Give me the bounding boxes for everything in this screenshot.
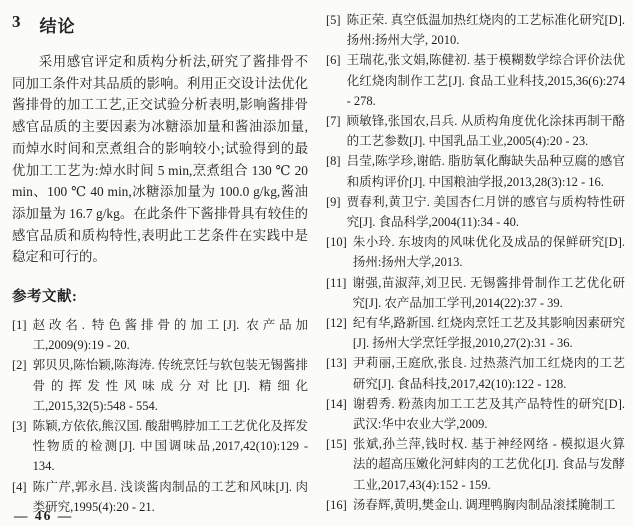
- reference-item: [326, 434, 625, 495]
- reference-text: 陈正荣. 真空低温加热红烧肉的工艺标准化研究[D]. 扬州:扬州大学, 2010.: [346, 13, 625, 48]
- section-title: 结论: [39, 17, 76, 36]
- reference-item: [326, 313, 625, 353]
- reference-label: [5]: [326, 13, 341, 27]
- reference-item: [326, 273, 625, 313]
- reference-list-right: [326, 10, 625, 515]
- reference-text: 陈广芹,郭永昌. 浅谈酱肉制品的工艺和风味[J]. 肉类研究,1995(4):20 - 21.: [32, 479, 308, 514]
- conclusion-paragraph: 采用感官评定和质构分析法,研究了酱排骨不同加工条件对其品质的影响。利用正交设计法优化酱排骨的加工工艺,正交试验分析表明,影响酱排骨感官品质的主要因素为冰糖添加量和酱油添加量,而焯水时间和烹煮组合的影响较小;试验得到的最优加工工艺为:焯水时间 5 min,烹煮组合 130 ℃ 20 min、100 ℃ 40 min,冰糖添加量为 100.0 g/kg,酱油添加量为 16.7 g/kg。在此条件下酱排骨具有较佳的感官品质和质构特性,表明此工艺条件在实践中是稳定和可行的。: [12, 54, 308, 265]
- reference-label: [2]: [12, 358, 27, 373]
- right-column: [326, 8, 625, 517]
- reference-label: [3]: [12, 419, 27, 434]
- two-column-layout: [12, 8, 625, 517]
- references-heading: 参考文献:: [12, 289, 78, 306]
- reference-item: [326, 50, 625, 111]
- reference-text: 张斌,孙兰萍,钱时权. 基于神经网络 - 模拟退火算法的超高压嫩化河蚌肉的工艺优化[J]. 食品与发酵工业,2017,43(4):152 - 159.: [352, 437, 625, 492]
- reference-label: [10]: [326, 235, 347, 250]
- reference-item: [326, 232, 625, 272]
- reference-item: [12, 355, 308, 416]
- section-heading: [12, 12, 308, 37]
- reference-item: [326, 192, 625, 232]
- reference-label: [8]: [326, 154, 341, 169]
- reference-item: [326, 394, 625, 434]
- reference-label: [14]: [326, 396, 347, 411]
- reference-label: [16]: [326, 497, 347, 512]
- reference-label: [1]: [12, 318, 27, 333]
- reference-text: 贾春利,黄卫宁. 美国杏仁月饼的感官与质构特性研究[J]. 食品科学,2004(11):34 - 40.: [346, 194, 625, 230]
- reference-label: [13]: [326, 356, 347, 371]
- reference-text: 王瑞花,张文娟,陈健初. 基于模糊数学综合评价法优化红烧肉制作工艺[J]. 食品工业科技,2015,36(6):274 - 278.: [346, 53, 625, 108]
- reference-text: 赵改名. 特色酱排骨的加工[J]. 农产品加工,2009(9):19 - 20.: [32, 318, 308, 353]
- reference-label: [4]: [12, 479, 27, 494]
- reference-text: 吕莹,陈学珍,谢皓. 脂肪氧化酶缺失品种豆腐的感官和质构评价[J]. 中国粮油学报,2013,28(3):12 - 16.: [346, 154, 625, 189]
- reference-label: [11]: [326, 275, 347, 290]
- reference-item: [326, 151, 625, 191]
- reference-text: 尹莉丽,王庭欣,张良. 过热蒸汽加工红烧肉的工艺研究[J]. 食品科技,2017,42(10):122 - 128.: [352, 356, 625, 391]
- reference-label: [12]: [326, 316, 347, 331]
- reference-label: [6]: [326, 53, 341, 68]
- reference-text: 顾敏锋,张国农,吕兵. 从质构角度优化涂抹再制干酪的工艺参数[J]. 中国乳品工业,2005(4):20 - 23.: [346, 114, 625, 149]
- reference-text: 郭贝贝,陈怡颖,陈海涛. 传统烹饪与软包装无锡酱排骨的挥发性风味成分对比[J]. 精细化工,2015,32(5):548 - 554.: [32, 358, 308, 413]
- page-number: — 46 —: [14, 508, 74, 523]
- reference-list-left: [12, 315, 308, 517]
- reference-text: 谢碧秀. 粉蒸肉加工工艺及其产品特性的研究[D]. 武汉:华中农业大学,2009.: [352, 396, 625, 432]
- reference-item: [12, 315, 308, 355]
- reference-label: [15]: [326, 437, 347, 452]
- left-column: [12, 8, 308, 517]
- reference-text: 谢强,苗淑萍,刘卫民. 无锡酱排骨制作工艺优化研究[J]. 农产品加工学刊,2014(22):37 - 39.: [352, 275, 625, 310]
- reference-text: 汤春辉,黄明,樊金山. 调理鸭胸肉制品滚揉腌制工: [352, 497, 616, 512]
- reference-item: [326, 353, 625, 393]
- reference-item: [12, 416, 308, 477]
- section-number: 3: [12, 12, 22, 31]
- reference-item: [326, 10, 625, 50]
- reference-label: [7]: [326, 114, 341, 129]
- reference-item: [326, 495, 625, 515]
- reference-text: 陈颖,方依依,熊汉国. 酸甜鸭脖加工工艺优化及挥发性物质的检测[J]. 中国调味品,2017,42(10):129 - 134.: [32, 419, 308, 474]
- reference-text: 纪有华,路新国. 红烧肉烹饪工艺及其影响因素研究[J]. 扬州大学烹饪学报,2010,27(2):31 - 36.: [352, 316, 625, 351]
- reference-item: [326, 111, 625, 151]
- reference-text: 朱小玲. 东坡肉的风味优化及成品的保鲜研究[D]. 扬州:扬州大学,2013.: [352, 235, 625, 270]
- reference-label: [9]: [326, 194, 341, 209]
